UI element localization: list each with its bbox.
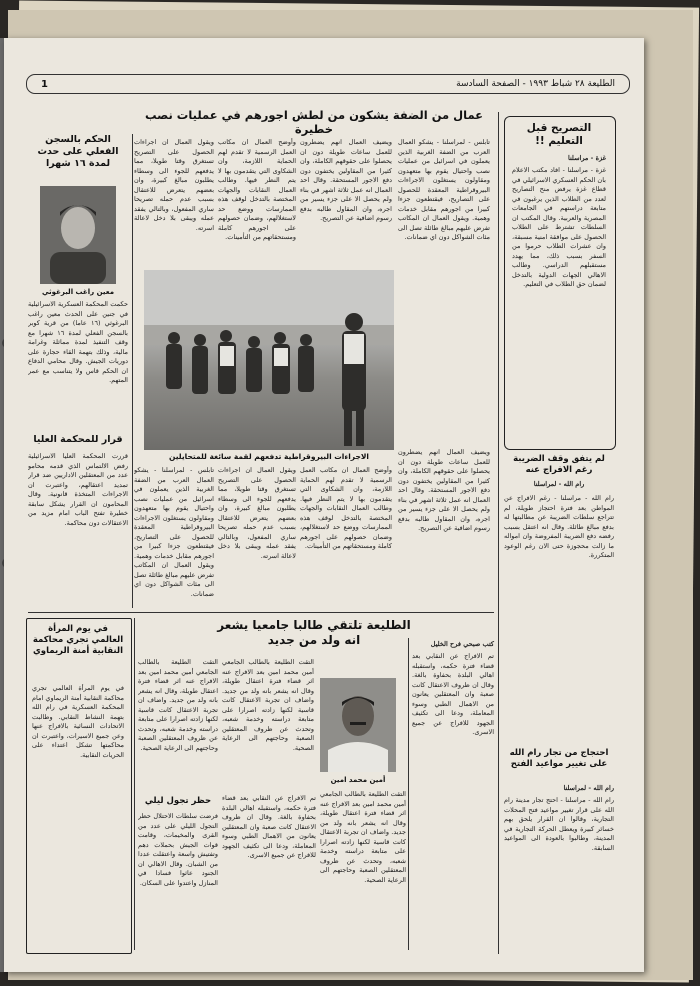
students-col-1: التقت الطليعة بالطالب الجامعي أمين محمد امين بعد الافراج عنه اثر قضاء فترة اعتقال طويلة، وقال انه يشعر بانه ولد من جديد. واضاف ان تجربة الاعتقال كانت قاسية لكنها زادته اصرارا على متابعة دراسته وخدمة شعبه، وتحدث عن ظروف المعتقلين الصعبة وحاجتهم الى الرعاية الصحية. [222,658,314,752]
workers-col-4: ويقول العمال ان اجراءات الحصول على التصريح تستغرق وقتا طويلا، مما يدفعهم للجوء الى وسطاء يطلبون مبالغ كبيرة، وان بعضهم يتعرض للاعتقال بسبب عدم حمله تصريحا ساري المفعول، وبالتالي يفقد عمله ويبقى بلا دخل لاعالة اسرته. [134,138,214,232]
denial-headline: التصريح قبل التعليم !! [526,122,592,147]
union-body: تم الافراج عن النقابي بعد قضاء فترة حكمه، واستقبله اهالي البلدة بحفاوة بالغة. وقال ان ظروف الاعتقال كانت صعبة وان المعتقلين يعانون من الاهمال الطبي وسوء المعاملة، ودعا الى تكثيف الجهود للافراج عن جميع الاسرى. [412,652,494,736]
court-photo [40,186,116,284]
merchants-headline: احتجاج من تجار رام الله على تغيير مواعيد الفتح [509,748,609,769]
tax-headline: لم يتفق وقف الضريبة رغم الافراج عنه [513,454,605,475]
workers-col-3: وأوضح العمال ان مكاتب العمل الرسمية لا تقدم لهم الحماية اللازمة، وان الشكاوى التي يتقدمون بها لا يتم النظر فيها. وطالب العمال النقابات والجهات المختصة بالتدخل لوقف هذه الممارسات ووضع حد لاستغلالهم، وضمان حصولهم على اجورهم كاملة ومستحقاتهم من التأمينات. [218,138,296,241]
students-photo-portrait [320,678,396,772]
header-logo: 1 [41,78,48,90]
workers-photo-caption: الاجراءات البيروقراطية تدفعهم لقمة سائغة للمتحايلين [168,452,370,461]
workers-photo [144,270,394,450]
workers-lower-1: ويضيف العمال انهم يضطرون للعمل ساعات طويلة دون ان يحصلوا على حقوقهم الكاملة، وان كثيرا من المقاولين يختفون دون دفع الاجور المستحقة. وقال احد العمال انه عمل ثلاثة اشهر في بناء ولم يحصل الا على جزء يسير من اجره، وان المقاول طالبه بدفع رسوم اضافية عن التصريح. [398,448,490,532]
lower-divider [134,618,135,950]
tax-body: رام الله - مراسلنا - رغم الافراج عن المواطن بعد فترة احتجاز طويلة، لم تتراجع سلطات الضريبة عن مطالبتها له بدفع مبالغ طائلة. وقال انه اعتقل بسبب رفضه دفع الضريبة المفروضة وان امواله ما زالت محجوزة حتى الان رغم الوعود المتكررة. [504,494,614,559]
court-body: حكمت المحكمة العسكرية الاسرائيلية في جنين على الحدث معين راغب البرغوثي (١٦ عاما) من قرية كوبر بالسجن الفعلي لمدة ١٦ شهرا مع وقف التنفيذ لمدة مماثلة وغرامة مالية، وذلك بتهمة القاء حجارة على دوريات الجيش. وقال محامي الدفاع ان الحكم قاس ولا يتناسب مع عمر المتهم. [28,300,128,384]
workers-col-1: تابلس - لمراسلنا - يشكو العمال العرب من الضفة الغربية الذين يعملون في اسرائيل من عمليات نصب واحتيال يقوم بها متعهدون ومقاولون يستغلون الاجراءات البيروقراطية المعقدة للحصول على التصاريح، فيقتطعون جزءا كبيرا من اجورهم مقابل خدمات وهمية. ويقول العمال ان المكاتب تفرض عليهم مبالغ طائلة تصل الى مئات الشواكل دون اي ضمانات. [398,138,490,241]
workers-lower-3: ويقول العمال ان اجراءات الحصول على التصريح تستغرق وقتا طويلا، مما يدفعهم للجوء الى وسطاء يطلبون مبالغ كبيرة، وان بعضهم يتعرض للاعتقال بسبب عدم حمله تصريحا ساري المفعول، وبالتالي يفقد عمله ويبقى بلا دخل لاعالة اسرته. [218,466,296,560]
students-headline: الطليعة تلتقي طالبا جامعيا يشعر انه ولد من جديد [217,618,411,647]
students-col-2: التقت الطليعة بالطالب الجامعي أمين محمد امين بعد الافراج عنه اثر قضاء فترة اعتقال طويلة، وقال انه يشعر بانه ولد من جديد. واضاف ان تجربة الاعتقال كانت قاسية لكنها زادته اصرارا على متابعة دراسته وخدمة شعبه، وتحدث عن ظروف المعتقلين الصعبة وحاجتهم الى الرعاية الصحية. [138,658,218,752]
workers-col-2: ويضيف العمال انهم يضطرون للعمل ساعات طويلة دون ان يحصلوا على حقوقهم الكاملة، وان كثيرا من المقاولين يختفون دون دفع الاجور المستحقة. وقال احد العمال انه عمل ثلاثة اشهر في بناء ولم يحصل الا على جزء يسير من اجره، وان المقاول طالبه بدفع رسوم اضافية عن التصريح. [300,138,392,222]
merchants-byline: رام الله - لمراسلنا [563,784,614,792]
union-byline: كتب صبحي فرح الخليل [430,640,494,648]
horizontal-rule [28,612,494,613]
leila-body: فرضت سلطات الاحتلال حظر التجول الليلي على عدد من القرى والمخيمات، وقامت قوات الجيش بحملات دهم وتفتيش واسعة واعتقلت عددا من الشبان. وقال الاهالي ان الجنود عاثوا فسادا في المنازل واعتدوا على السكان. [138,812,218,887]
students-col-4: تم الافراج عن النقابي بعد قضاء فترة حكمه، واستقبله اهالي البلدة بحفاوة بالغة. وقال ان ظروف الاعتقال كانت صعبة وان المعتقلين يعانون من الاهمال الطبي وسوء المعاملة، ودعا الى تكثيف الجهود للافراج عن جميع الاسرى. [222,794,316,859]
students-photo [320,678,396,772]
tax-byline: رام الله - لمراسلنا [533,480,585,488]
left-column-divider [132,134,133,608]
high-court-body: قررت المحكمة العليا الاسرائيلية رفض الالتماس الذي قدمه محامو عدد من المعتقلين الاداريين ضد قرار تمديد اعتقالهم، واعتبرت ان الاجراءات المتخذة قانونية. وقال المحامون ان القرار يشكل سابقة خطيرة تفتح الباب امام مزيد من الاعتقالات دون محاكمة. [28,452,128,527]
denial-body: غزة - مراسلنا - افاد مكتب الاعلام بان الحكم العسكري الاسرائيلي في قطاع غزة يرفض منح التصاريح لعدد من الطلاب الذين يرغبون في متابعة دراستهم في الجامعات المصرية والعربية. وقال المكتب ان السلطات تشترط على الطلاب الحصول على موافقة امنية مسبقة، وان عشرات الطلاب حرموا من السفر بسبب ذلك، مما يهدد مستقبلهم الدراسي. وطالب الاهالي الجهات الدولية بالتدخل لضمان حق الطلاب في التعليم. [512,166,606,288]
merchants-body: رام الله - مراسلنا - احتج تجار مدينة رام الله على قرار تغيير مواعيد فتح المحلات التجارية، وقالوا ان القرار يلحق بهم خسائر كبيرة ويعطل الحركة التجارية في المدينة، وطالبوا بالعودة الى المواعيد السابقة. [504,796,614,852]
newspaper-page [4,38,644,972]
court-headline: الحكم بالسجن الفعلي على حدث لمدة ١٦ شهرا [37,134,119,169]
high-court-headline: قرار للمحكمة العليا [33,434,123,445]
women-day-headline: في يوم المرأة العالمي تجري محاكمة النقابية أمنة الريماوي [32,624,124,656]
header-date: الطليعة ٢٨ شباط ١٩٩٣ - الصفحة السادسة [456,79,615,89]
lower-divider-2 [408,638,409,950]
workers-lower-4: تابلس - لمراسلنا - يشكو العمال العرب من الضفة الغربية الذين يعملون في اسرائيل من عمليات نصب واحتيال يقوم بها متعهدون ومقاولون يستغلون الاجراءات البيروقراطية المعقدة للحصول على التصاريح، فيقتطعون جزءا كبيرا من اجورهم مقابل خدمات وهمية. ويقول العمال ان المكاتب تفرض عليهم مبالغ طائلة تصل الى مئات الشواكل دون اي ضمانات. [134,466,214,598]
court-photo-portrait [40,186,116,284]
workers-headline: عمال من الضفة يشكون من لطش اجورهم في عمليات نصب خطيرة [144,108,484,136]
leila-headline: حظر تجول ليلي [144,796,212,806]
column-divider [498,112,499,954]
page-header [26,74,630,94]
denial-byline: غزة - مراسلنا [567,154,606,162]
court-photo-caption: معين راغب البرغوثي [41,288,115,296]
students-photo-caption: أمين محمد امين [330,776,386,784]
workers-lower-2: وأوضح العمال ان مكاتب العمل الرسمية لا تقدم لهم الحماية اللازمة، وان الشكاوى التي يتقدمون بها لا يتم النظر فيها. وطالب العمال النقابات والجهات المختصة بالتدخل لوقف هذه الممارسات ووضع حد لاستغلالهم، وضمان حصولهم على اجورهم كاملة ومستحقاتهم من التأمينات. [300,466,392,550]
workers-photo-figures [144,270,394,450]
students-col-3: التقت الطليعة بالطالب الجامعي أمين محمد امين بعد الافراج عنه اثر قضاء فترة اعتقال طويلة، وقال انه يشعر بانه ولد من جديد. واضاف ان تجربة الاعتقال كانت قاسية لكنها زادته اصرارا على متابعة دراسته وخدمة شعبه، وتحدث عن ظروف المعتقلين الصعبة وحاجتهم الى الرعاية الصحية. [320,790,406,884]
women-day-body: في يوم المرأة العالمي تجري محاكمة النقابية أمنة الريماوي امام المحكمة العسكرية في رام الله بتهمة النشاط النقابي. وطالبت الاتحادات النسائية بالافراج عنها وعن جميع الاسيرات، واعتبرت ان محاكمتها تشكل اعتداء على الحريات النقابية. [32,684,124,759]
